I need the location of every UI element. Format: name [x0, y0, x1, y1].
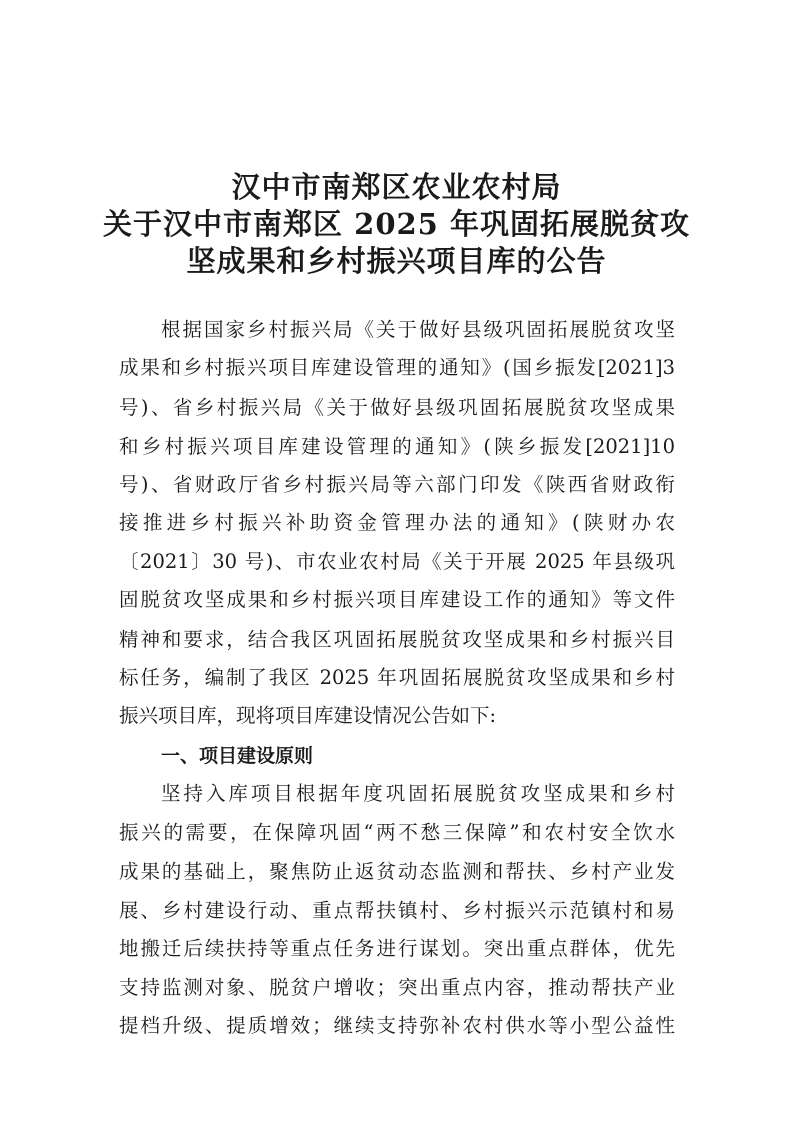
paragraph-line: 〔2021〕30 号)、市农业农村局《关于开展 2025 年县级巩	[119, 550, 675, 573]
paragraph-line: 展、乡村建设行动、重点帮扶镇村、乡村振兴示范镇村和易	[119, 899, 675, 922]
paragraph-line: 成果和乡村振兴项目库建设管理的通知》(国乡振发[2021]3	[119, 356, 675, 379]
paragraph-line: 标任务，编制了我区 2025 年巩固拓展脱贫攻坚成果和乡村	[119, 666, 675, 689]
paragraph-line: 固脱贫攻坚成果和乡村振兴项目库建设工作的通知》等文件	[119, 588, 675, 611]
paragraph-line: 振兴项目库，现将项目库建设情况公告如下:	[119, 704, 497, 727]
paragraph-line: 地搬迁后续扶持等重点任务进行谋划。突出重点群体，优先	[119, 937, 675, 960]
paragraph-line: 支持监测对象、脱贫户增收；突出重点内容，推动帮扶产业	[119, 976, 675, 999]
paragraph-line: 振兴的需要，在保障巩固“两不愁三保障”和农村安全饮水	[119, 821, 675, 844]
paragraph-line: 根据国家乡村振兴局《关于做好县级巩固拓展脱贫攻坚	[161, 318, 675, 341]
paragraph-line: 号)、省财政厅省乡村振兴局等六部门印发《陕西省财政衔	[119, 473, 675, 496]
title-line-3: 坚成果和乡村振兴项目库的公告	[186, 244, 607, 278]
paragraph-line: 接推进乡村振兴补助资金管理办法的通知》(陕财办农	[119, 511, 675, 534]
paragraph-line: 坚持入库项目根据年度巩固拓展脱贫攻坚成果和乡村	[161, 782, 675, 805]
title-line-2: 关于汉中市南郑区 2025 年巩固拓展脱贫攻	[103, 207, 690, 241]
paragraph-line: 号)、省乡村振兴局《关于做好县级巩固拓展脱贫攻坚成果	[119, 396, 675, 419]
paragraph-line: 成果的基础上，聚焦防止返贫动态监测和帮扶、乡村产业发	[119, 860, 675, 883]
section-heading: 一、项目建设原则	[161, 745, 314, 767]
paragraph-line: 精神和要求，结合我区巩固拓展脱贫攻坚成果和乡村振兴目	[119, 628, 675, 651]
paragraph-line: 和乡村振兴项目库建设管理的通知》(陕乡振发[2021]10	[119, 435, 675, 458]
title-line-1: 汉中市南郑区农业农村局	[231, 170, 562, 204]
paragraph-line: 提档升级、提质增效；继续支持弥补农村供水等小型公益性	[119, 1014, 675, 1037]
